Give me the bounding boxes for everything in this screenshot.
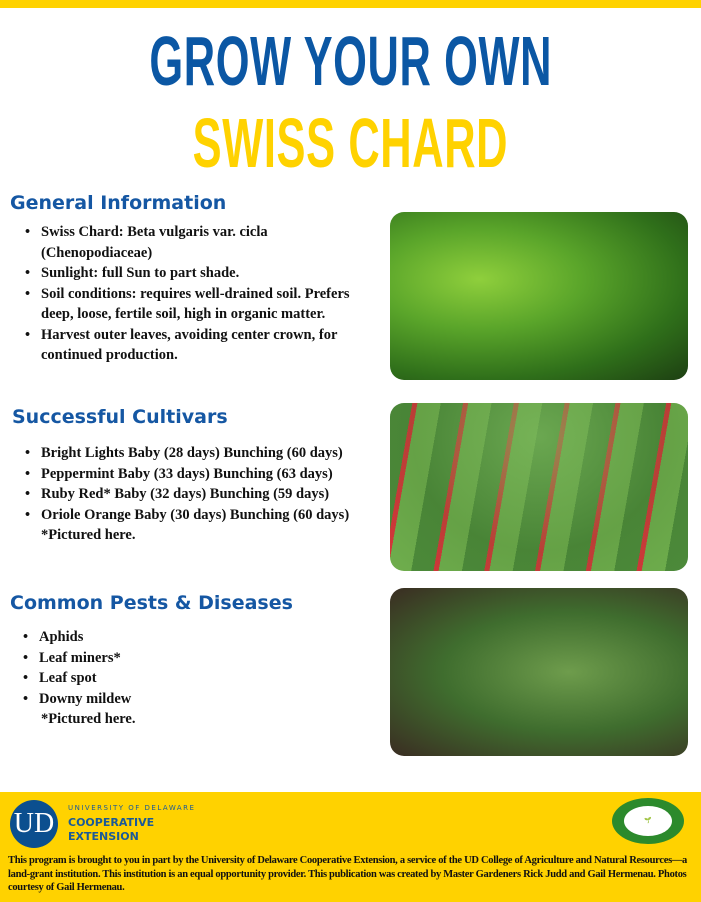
pictured-note: *Pictured here. <box>41 527 136 543</box>
cultivars-list <box>25 443 385 546</box>
pests-heading: Common Pests & Diseases <box>10 592 293 614</box>
list-item: • Ruby Red* Baby (32 days) Bunching (59 days) <box>25 484 385 505</box>
ud-logo: UD <box>10 800 58 848</box>
list-item: • Downy mildew <box>23 689 323 710</box>
general-info-list <box>25 222 365 366</box>
extension-name: COOPERATIVE EXTENSION <box>68 816 155 843</box>
general-info-heading: General Information <box>10 192 227 214</box>
list-item: • Aphids <box>23 627 323 648</box>
pictured-note: *Pictured here. <box>41 711 136 727</box>
list-item: • Bright Lights Baby (28 days) Bunching (60 days) <box>25 443 385 464</box>
pests-list <box>23 627 323 730</box>
credits-text: This program is brought to you in part by the University of Delaware Cooperative Extension, a service of the UD College of Agriculture and Natural Resources—a land-grant institution. This institution is an equal opportunity provider. This publication was created by Master Gardeners Rick Judd and Gail Hermenau. Photos courtesy of Gail Hermenau. <box>8 855 687 893</box>
list-item: • Soil conditions: requires well-drained soil. Prefers deep, loose, fertile soil, high in organic matter. <box>25 284 365 325</box>
title-line-1: GROW YOUR OWN <box>149 22 552 100</box>
cultivars-heading: Successful Cultivars <box>12 406 228 428</box>
list-item: • Leaf spot <box>23 668 323 689</box>
title-line-2: SWISS CHARD <box>192 104 509 182</box>
list-item: • Oriole Orange Baby (30 days) Bunching (60 days) <box>25 505 385 526</box>
university-name: UNIVERSITY OF DELAWARE <box>68 804 196 812</box>
list-item: • Harvest outer leaves, avoiding center crown, for continued production. <box>25 325 365 366</box>
list-item: • Peppermint Baby (33 days) Bunching (63 days) <box>25 464 385 485</box>
top-accent-bar <box>0 0 701 8</box>
swiss-chard-photo <box>390 212 688 380</box>
leaf-miner-damage-photo <box>390 588 688 756</box>
list-item: • Leaf miners* <box>23 648 323 669</box>
ruby-red-chard-photo <box>390 403 688 571</box>
list-item: • Swiss Chard: Beta vulgaris var. cicla (Chenopodiaceae) <box>25 222 365 263</box>
master-gardener-logo: 🌱 <box>612 798 684 844</box>
list-item: • Sunlight: full Sun to part shade. <box>25 263 365 284</box>
footer <box>0 792 701 902</box>
